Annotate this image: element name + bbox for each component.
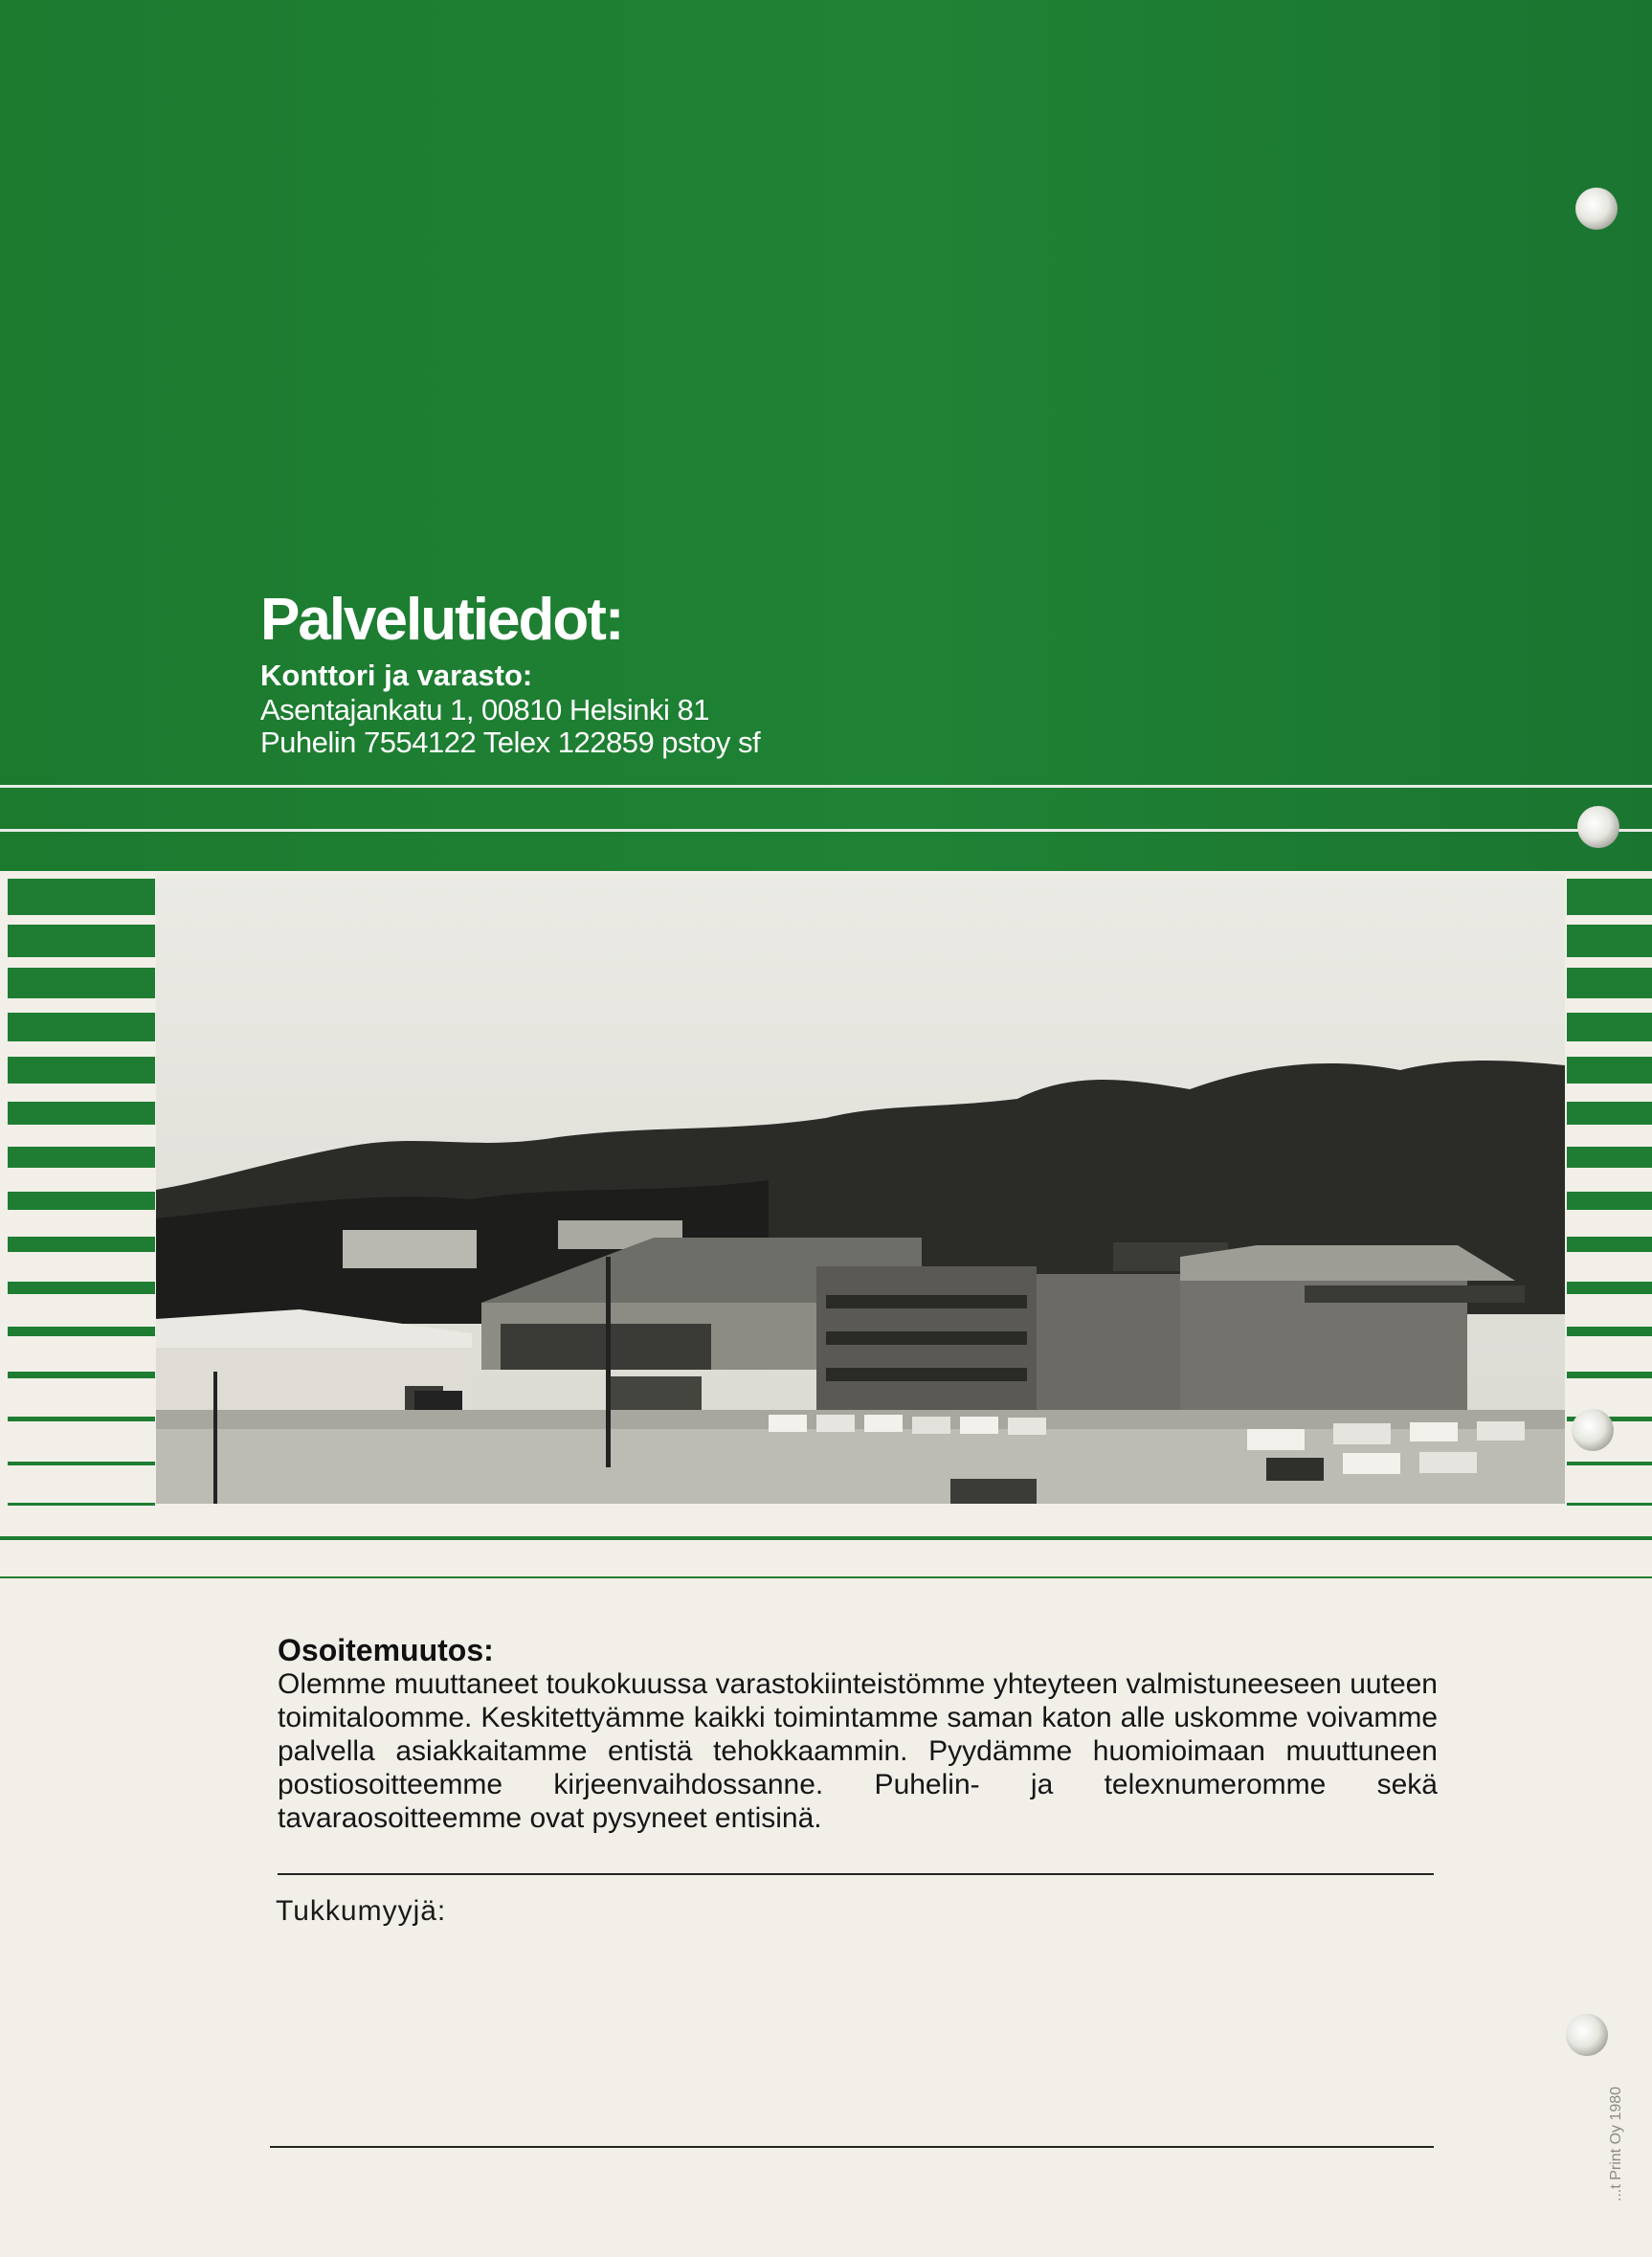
warehouse-photo: [156, 874, 1565, 1504]
page-title: Palvelutiedot:: [260, 587, 623, 653]
header-rule-line: [0, 829, 1652, 832]
binder-hole: [1572, 1409, 1614, 1451]
left-stripe-column: [8, 879, 155, 1510]
green-header-background: [0, 0, 1652, 871]
address-change-heading: Osoitemuutos:: [278, 1633, 494, 1667]
address-change-text: Olemme muuttaneet toukokuussa varastokiinteistömme yhteyteen valmistuneeseen uuteen toimitaloomme. Keskitettyämme kaikki toimintamme saman katon alle uskomme voivamme palvella asiakkaitamme entistä tehokkaammin. Pyydämme huomioimaan muuttuneen postiosoitteemme kirjeenvaihdossanne. Puhelin- ja telexnumeromme sekä tavaraosoitteemme ovat pysyneet entisinä.: [278, 1668, 1438, 1834]
print-credit: ...t Print Oy 1980: [1608, 2086, 1624, 2201]
wholesaler-label: Tukkumyyjä:: [276, 1895, 447, 1927]
binder-hole: [1575, 188, 1618, 230]
binder-hole: [1566, 2014, 1608, 2056]
binder-hole: [1577, 806, 1619, 848]
phone-line: Puhelin 7554122 Telex 122859 pstoy sf: [260, 726, 761, 759]
address-line: Asentajankatu 1, 00810 Helsinki 81: [260, 693, 709, 726]
header-rule-line: [0, 785, 1652, 788]
signature-line: [278, 1873, 1434, 1875]
office-subtitle: Konttori ja varasto:: [260, 659, 533, 692]
section-rule: [0, 1576, 1652, 1578]
section-rule: [0, 1536, 1652, 1540]
stamp-line: [270, 2146, 1434, 2148]
